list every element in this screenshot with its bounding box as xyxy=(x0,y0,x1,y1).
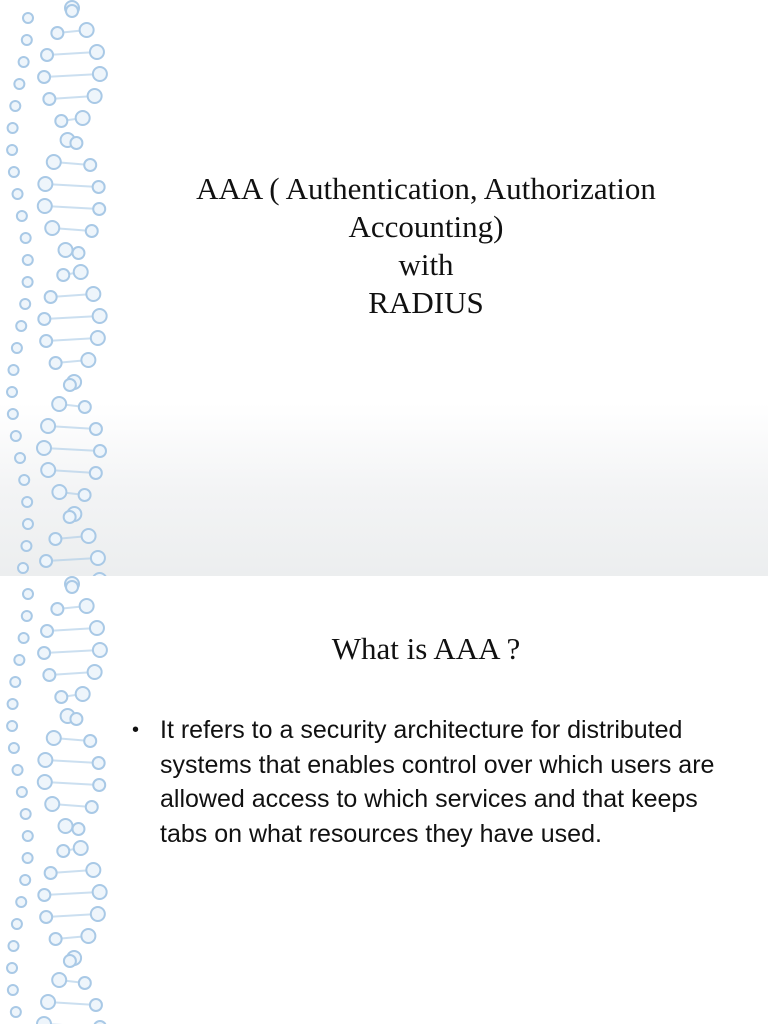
dna-helix-icon xyxy=(0,0,130,576)
title-line: RADIUS xyxy=(368,285,484,320)
bullet-text: It refers to a security architecture for distributed systems that enables control over which users are allowed access to which services and that keeps tabs on what resources they have used. xyxy=(160,716,715,848)
title-line: AAA ( Authentication, Authorization xyxy=(196,171,656,206)
title-line: with xyxy=(398,247,454,282)
slide-title xyxy=(150,170,702,322)
dna-helix-icon xyxy=(0,576,130,1024)
bullet-list xyxy=(130,713,730,851)
bullet-item xyxy=(130,713,730,851)
slide-heading: What is AAA ? xyxy=(331,631,521,666)
title-line: Accounting) xyxy=(348,209,504,244)
bullet-icon: • xyxy=(132,719,140,741)
